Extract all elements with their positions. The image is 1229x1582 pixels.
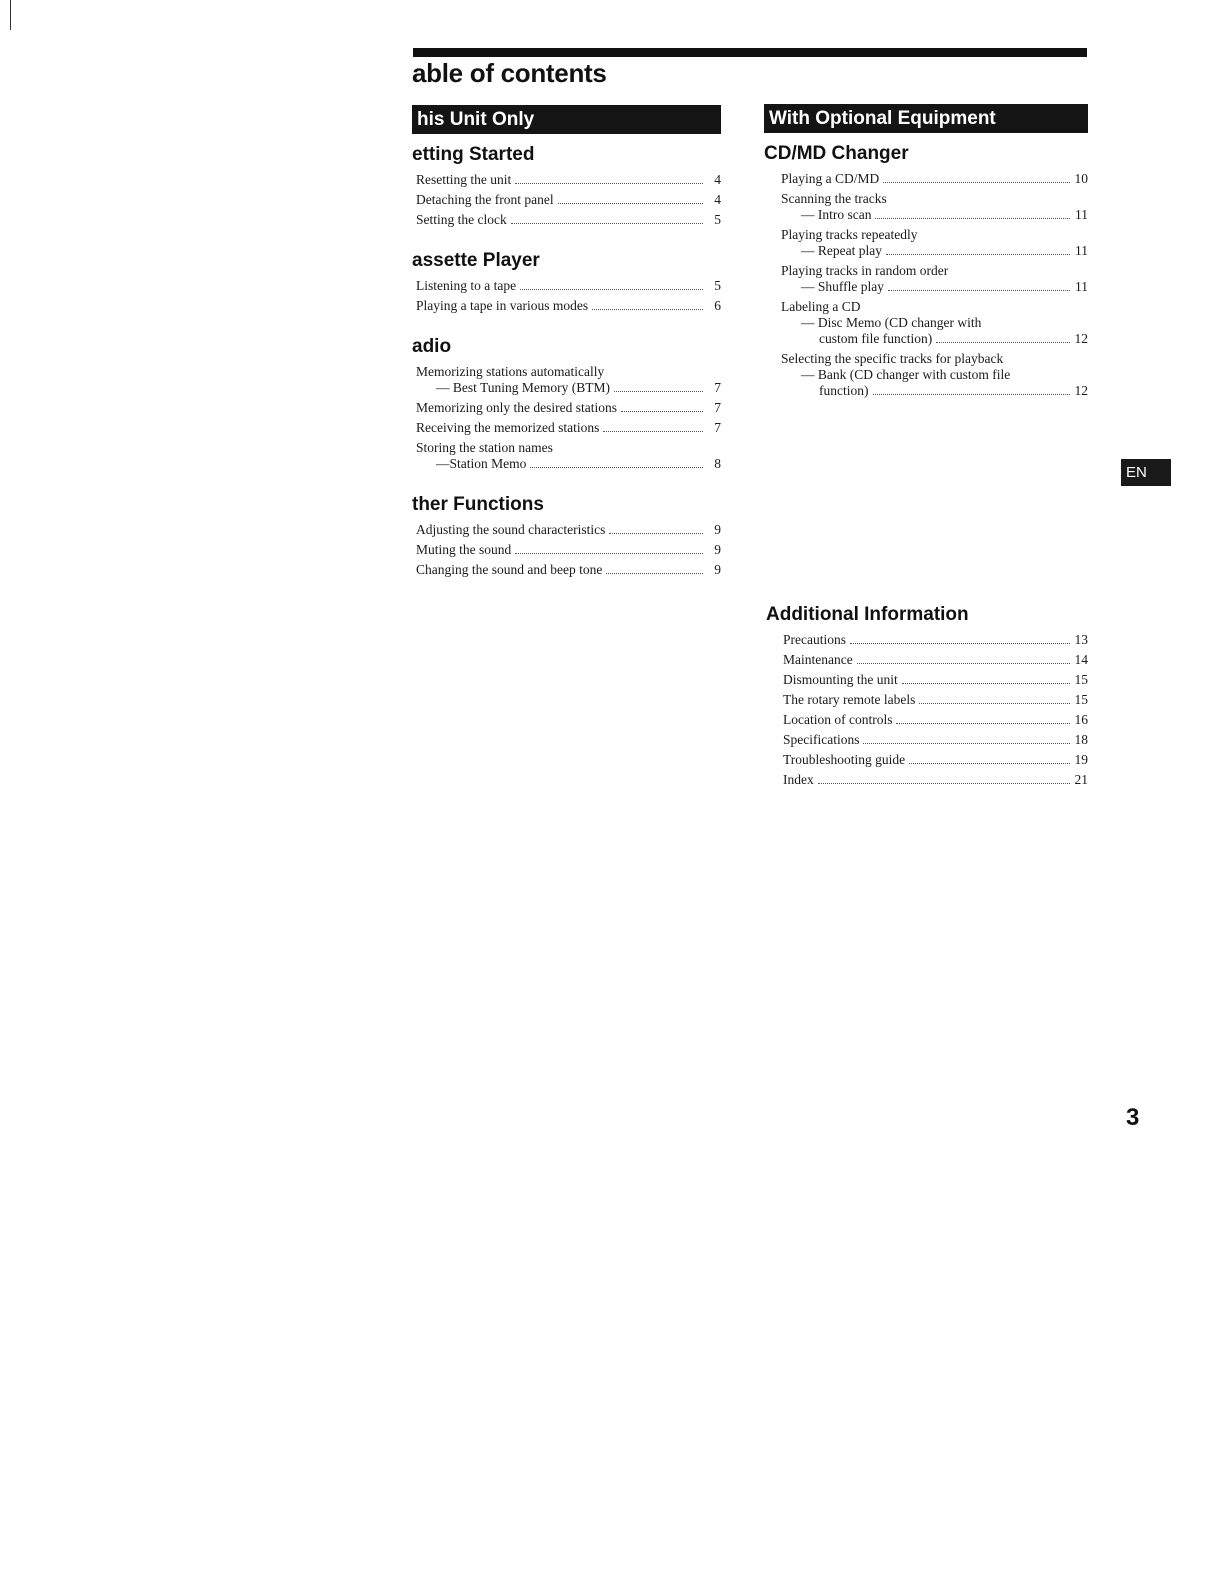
entry-subtext: — Best Tuning Memory (BTM) — [436, 380, 611, 395]
entry-list — [412, 278, 721, 314]
entry-text: Precautions — [783, 632, 846, 647]
entry-page: 11 — [1075, 279, 1088, 294]
entry-page: 4 — [714, 192, 721, 207]
toc-entry[interactable] — [416, 172, 721, 188]
entry-text: Playing tracks repeatedly — [781, 227, 918, 242]
entry-text: Storing the station names — [416, 440, 553, 455]
entry-page: 7 — [714, 400, 721, 415]
top-rule — [413, 48, 1087, 57]
entry-text: Listening to a tape — [416, 278, 517, 293]
section-title: assette Player — [412, 250, 540, 271]
dot-leader — [873, 394, 1071, 395]
entry-text: Resetting the unit — [416, 172, 512, 187]
entry-subtext: — Disc Memo (CD changer with — [801, 315, 982, 330]
entry-page: 5 — [714, 212, 721, 227]
entry-page: 15 — [1074, 672, 1088, 687]
dot-leader — [909, 763, 1070, 764]
entry-text: Setting the clock — [416, 212, 507, 227]
dot-leader — [592, 309, 703, 310]
entry-list — [764, 171, 1088, 399]
entry-text: Selecting the specific tracks for playback — [781, 351, 1004, 366]
entry-page: 11 — [1075, 243, 1088, 258]
entry-page: 12 — [1074, 331, 1088, 346]
entry-text: Adjusting the sound characteristics — [416, 522, 606, 537]
entry-text: Detaching the front panel — [416, 192, 554, 207]
entry-list — [766, 632, 1088, 788]
scan-edge-mark — [10, 0, 11, 30]
dot-leader — [886, 254, 1070, 255]
entry-page: 10 — [1074, 171, 1088, 186]
dot-leader — [936, 342, 1070, 343]
additional-information-block — [766, 604, 1088, 792]
entry-page: 9 — [714, 522, 721, 537]
entry-text: Labeling a CD — [781, 299, 861, 314]
entry-text: Memorizing only the desired stations — [416, 400, 617, 415]
dot-leader — [863, 743, 1070, 744]
toc-entry[interactable] — [416, 522, 721, 538]
entry-text: The rotary remote labels — [783, 692, 916, 707]
toc-entry[interactable] — [416, 400, 721, 416]
entry-page: 19 — [1074, 752, 1088, 767]
entry-subtext: custom file function) — [819, 331, 933, 346]
toc-entry[interactable] — [416, 278, 721, 294]
toc-entry[interactable] — [781, 227, 1088, 259]
entry-text: Location of controls — [783, 712, 893, 727]
dot-leader — [614, 391, 703, 392]
toc-entry[interactable] — [783, 652, 1088, 668]
dot-leader — [511, 223, 703, 224]
section-title: adio — [412, 336, 452, 357]
dot-leader — [558, 203, 703, 204]
page-title: able of contents — [412, 58, 607, 88]
section-title: CD/MD Changer — [764, 143, 909, 164]
dot-leader — [515, 553, 703, 554]
entry-text: Muting the sound — [416, 542, 512, 557]
toc-entry[interactable] — [781, 351, 1088, 399]
dot-leader — [888, 290, 1070, 291]
entry-subtext: — Repeat play — [801, 243, 882, 258]
optional-equipment-band: With Optional Equipment — [764, 104, 1088, 133]
entry-text: Playing a tape in various modes — [416, 298, 589, 313]
toc-entry[interactable] — [416, 212, 721, 228]
toc-entry[interactable] — [781, 299, 1088, 347]
entry-text: Index — [783, 772, 814, 787]
toc-entry[interactable] — [416, 542, 721, 558]
dot-leader — [818, 783, 1070, 784]
entry-subtext: —Station Memo — [436, 456, 527, 471]
dot-leader — [520, 289, 703, 290]
toc-entry[interactable] — [416, 364, 721, 396]
dot-leader — [875, 218, 1070, 219]
dot-leader — [850, 643, 1070, 644]
toc-entry[interactable] — [781, 263, 1088, 295]
entry-page: 7 — [714, 420, 721, 435]
entry-page: 14 — [1074, 652, 1088, 667]
page-number: 3 — [1126, 1104, 1140, 1131]
toc-entry[interactable] — [783, 632, 1088, 648]
toc-entry[interactable] — [781, 191, 1088, 223]
entry-text: Maintenance — [783, 652, 853, 667]
entry-page: 8 — [714, 456, 721, 471]
entry-page: 21 — [1074, 772, 1088, 787]
toc-entry[interactable] — [783, 732, 1088, 748]
toc-entry[interactable] — [783, 692, 1088, 708]
entry-page: 9 — [714, 542, 721, 557]
entry-subtext: function) — [819, 383, 869, 398]
entry-page: 13 — [1074, 632, 1088, 647]
section-title: etting Started — [412, 144, 535, 165]
toc-entry[interactable] — [783, 752, 1088, 768]
entry-text: Scanning the tracks — [781, 191, 887, 206]
toc-entry[interactable] — [416, 420, 721, 436]
entry-text: Troubleshooting guide — [783, 752, 906, 767]
dot-leader — [902, 683, 1070, 684]
entry-text: Receiving the memorized stations — [416, 420, 600, 435]
section-title: ther Functions — [412, 494, 544, 515]
entry-page: 7 — [714, 380, 721, 395]
this-unit-only-band: his Unit Only — [412, 105, 721, 134]
entry-text: Playing tracks in random order — [781, 263, 949, 278]
toc-entry[interactable] — [783, 772, 1088, 788]
entry-list — [412, 364, 721, 472]
section-radio — [412, 336, 721, 472]
section-cdmd-changer — [764, 143, 1088, 399]
toc-entry[interactable] — [783, 672, 1088, 688]
toc-entry[interactable] — [416, 562, 721, 578]
entry-page: 6 — [714, 298, 721, 313]
entry-page: 5 — [714, 278, 721, 293]
toc-entry[interactable] — [416, 440, 721, 472]
dot-leader — [919, 703, 1070, 704]
entry-text: Changing the sound and beep tone — [416, 562, 603, 577]
entry-text: Dismounting the unit — [783, 672, 898, 687]
language-tab-badge: EN — [1121, 459, 1171, 486]
entry-page: 16 — [1074, 712, 1088, 727]
left-column — [412, 105, 721, 600]
entry-text: Specifications — [783, 732, 860, 747]
toc-entry[interactable] — [416, 192, 721, 208]
entry-page: 11 — [1075, 207, 1088, 222]
toc-entry[interactable] — [781, 171, 1088, 187]
dot-leader — [857, 663, 1070, 664]
entry-text: Playing a CD/MD — [781, 171, 880, 186]
entry-subtext: — Intro scan — [801, 207, 872, 222]
entry-subtext: — Bank (CD changer with custom file — [801, 367, 1011, 382]
entry-list — [412, 522, 721, 578]
entry-page: 18 — [1074, 732, 1088, 747]
entry-list — [412, 172, 721, 228]
entry-page: 15 — [1074, 692, 1088, 707]
entry-text: Memorizing stations automatically — [416, 364, 605, 379]
dot-leader — [530, 467, 703, 468]
section-cassette-player — [412, 250, 721, 314]
dot-leader — [621, 411, 703, 412]
entry-page: 9 — [714, 562, 721, 577]
dot-leader — [896, 723, 1070, 724]
section-title: Additional Information — [766, 604, 969, 625]
entry-page: 12 — [1074, 383, 1088, 398]
toc-entry[interactable] — [416, 298, 721, 314]
section-other-functions — [412, 494, 721, 578]
dot-leader — [603, 431, 703, 432]
section-getting-started — [412, 144, 721, 228]
dot-leader — [606, 573, 703, 574]
entry-page: 4 — [714, 172, 721, 187]
toc-entry[interactable] — [783, 712, 1088, 728]
entry-subtext: — Shuffle play — [801, 279, 884, 294]
dot-leader — [883, 182, 1070, 183]
dot-leader — [515, 183, 703, 184]
dot-leader — [609, 533, 703, 534]
right-column — [764, 104, 1088, 421]
